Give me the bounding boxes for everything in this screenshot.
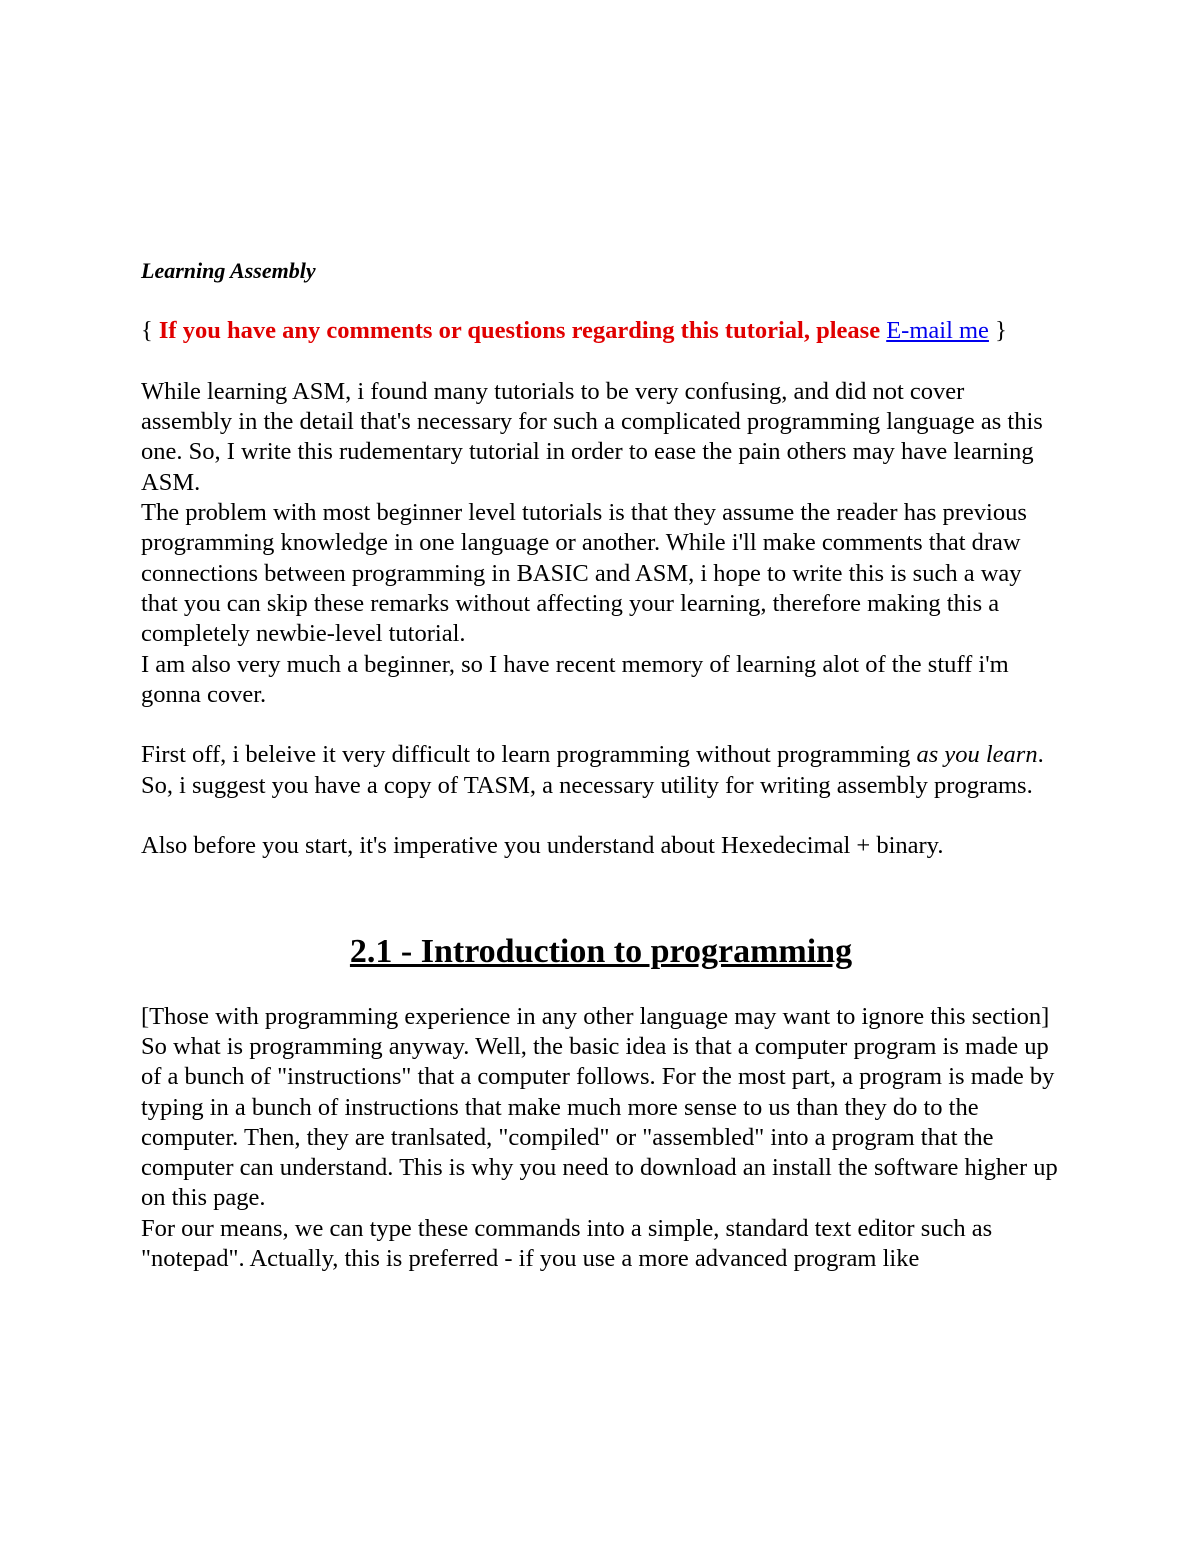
document-title: Learning Assembly xyxy=(141,258,316,283)
first-off-italic: as you learn xyxy=(916,741,1038,769)
first-off-before: First off, i beleive it very difficult to learn programming without programming xyxy=(141,741,917,769)
intro-paragraph-2: The problem with most beginner level tutorials is that they assume the reader has previous programming knowledge in one language or another. While i'll make comments that draw connections between programming in BASIC and ASM, i hope to write this is such a way that you can skip these remarks without affecting your learning, therefore making this a completely newbie-level tutorial. xyxy=(141,499,1027,648)
open-brace: { xyxy=(141,317,159,345)
intro-paragraph-1: While learning ASM, i found many tutorials to be very confusing, and did not cover assembly in the detail that's necessary for such a complicated programming language as this one. So, I write this rudementary tutorial in order to ease the pain others may have learning ASM. xyxy=(141,377,1043,496)
section-paragraph-1: [Those with programming experience in any other language may want to ignore this section] xyxy=(141,1002,1050,1030)
comment-line xyxy=(141,316,1061,346)
comment-text: If you have any comments or questions regarding this tutorial, please xyxy=(158,317,887,345)
section-paragraph-3: For our means, we can type these commands into a simple, standard text editor such as "notepad". Actually, this is preferred - if you use a more advanced program like xyxy=(141,1214,993,1273)
document-page xyxy=(141,256,1061,1274)
spacer xyxy=(141,710,1061,740)
section-paragraph-2: So what is programming anyway. Well, the basic idea is that a computer program is made up of a bunch of "instructions" that a computer follows. For the most part, a program is made by typing in a bunch of instructions that make much more sense to us than they do to the computer. Then, they are tranlsated, "compiled" or "assembled" into a program that the computer can understand. This is why you need to download an install the software higher up on this page. xyxy=(141,1032,1058,1212)
spacer xyxy=(141,801,1061,831)
also-before-paragraph: Also before you start, it's imperative you understand about Hexedecimal + binary. xyxy=(141,832,944,860)
intro-paragraph-3: I am also very much a beginner, so I have recent memory of learning alot of the stuff i'm gonna cover. xyxy=(141,650,1009,708)
first-off-paragraph xyxy=(141,740,1061,801)
spacer xyxy=(141,286,1061,316)
spacer xyxy=(141,347,1061,377)
section-heading: 2.1 - Introduction to programming xyxy=(349,932,853,970)
first-off-after: . So, i suggest you have a copy of TASM, a necessary utility for writing assembly programs. xyxy=(141,741,1044,799)
email-me-link[interactable]: E-mail me xyxy=(886,317,989,345)
close-brace: } xyxy=(988,317,1007,345)
